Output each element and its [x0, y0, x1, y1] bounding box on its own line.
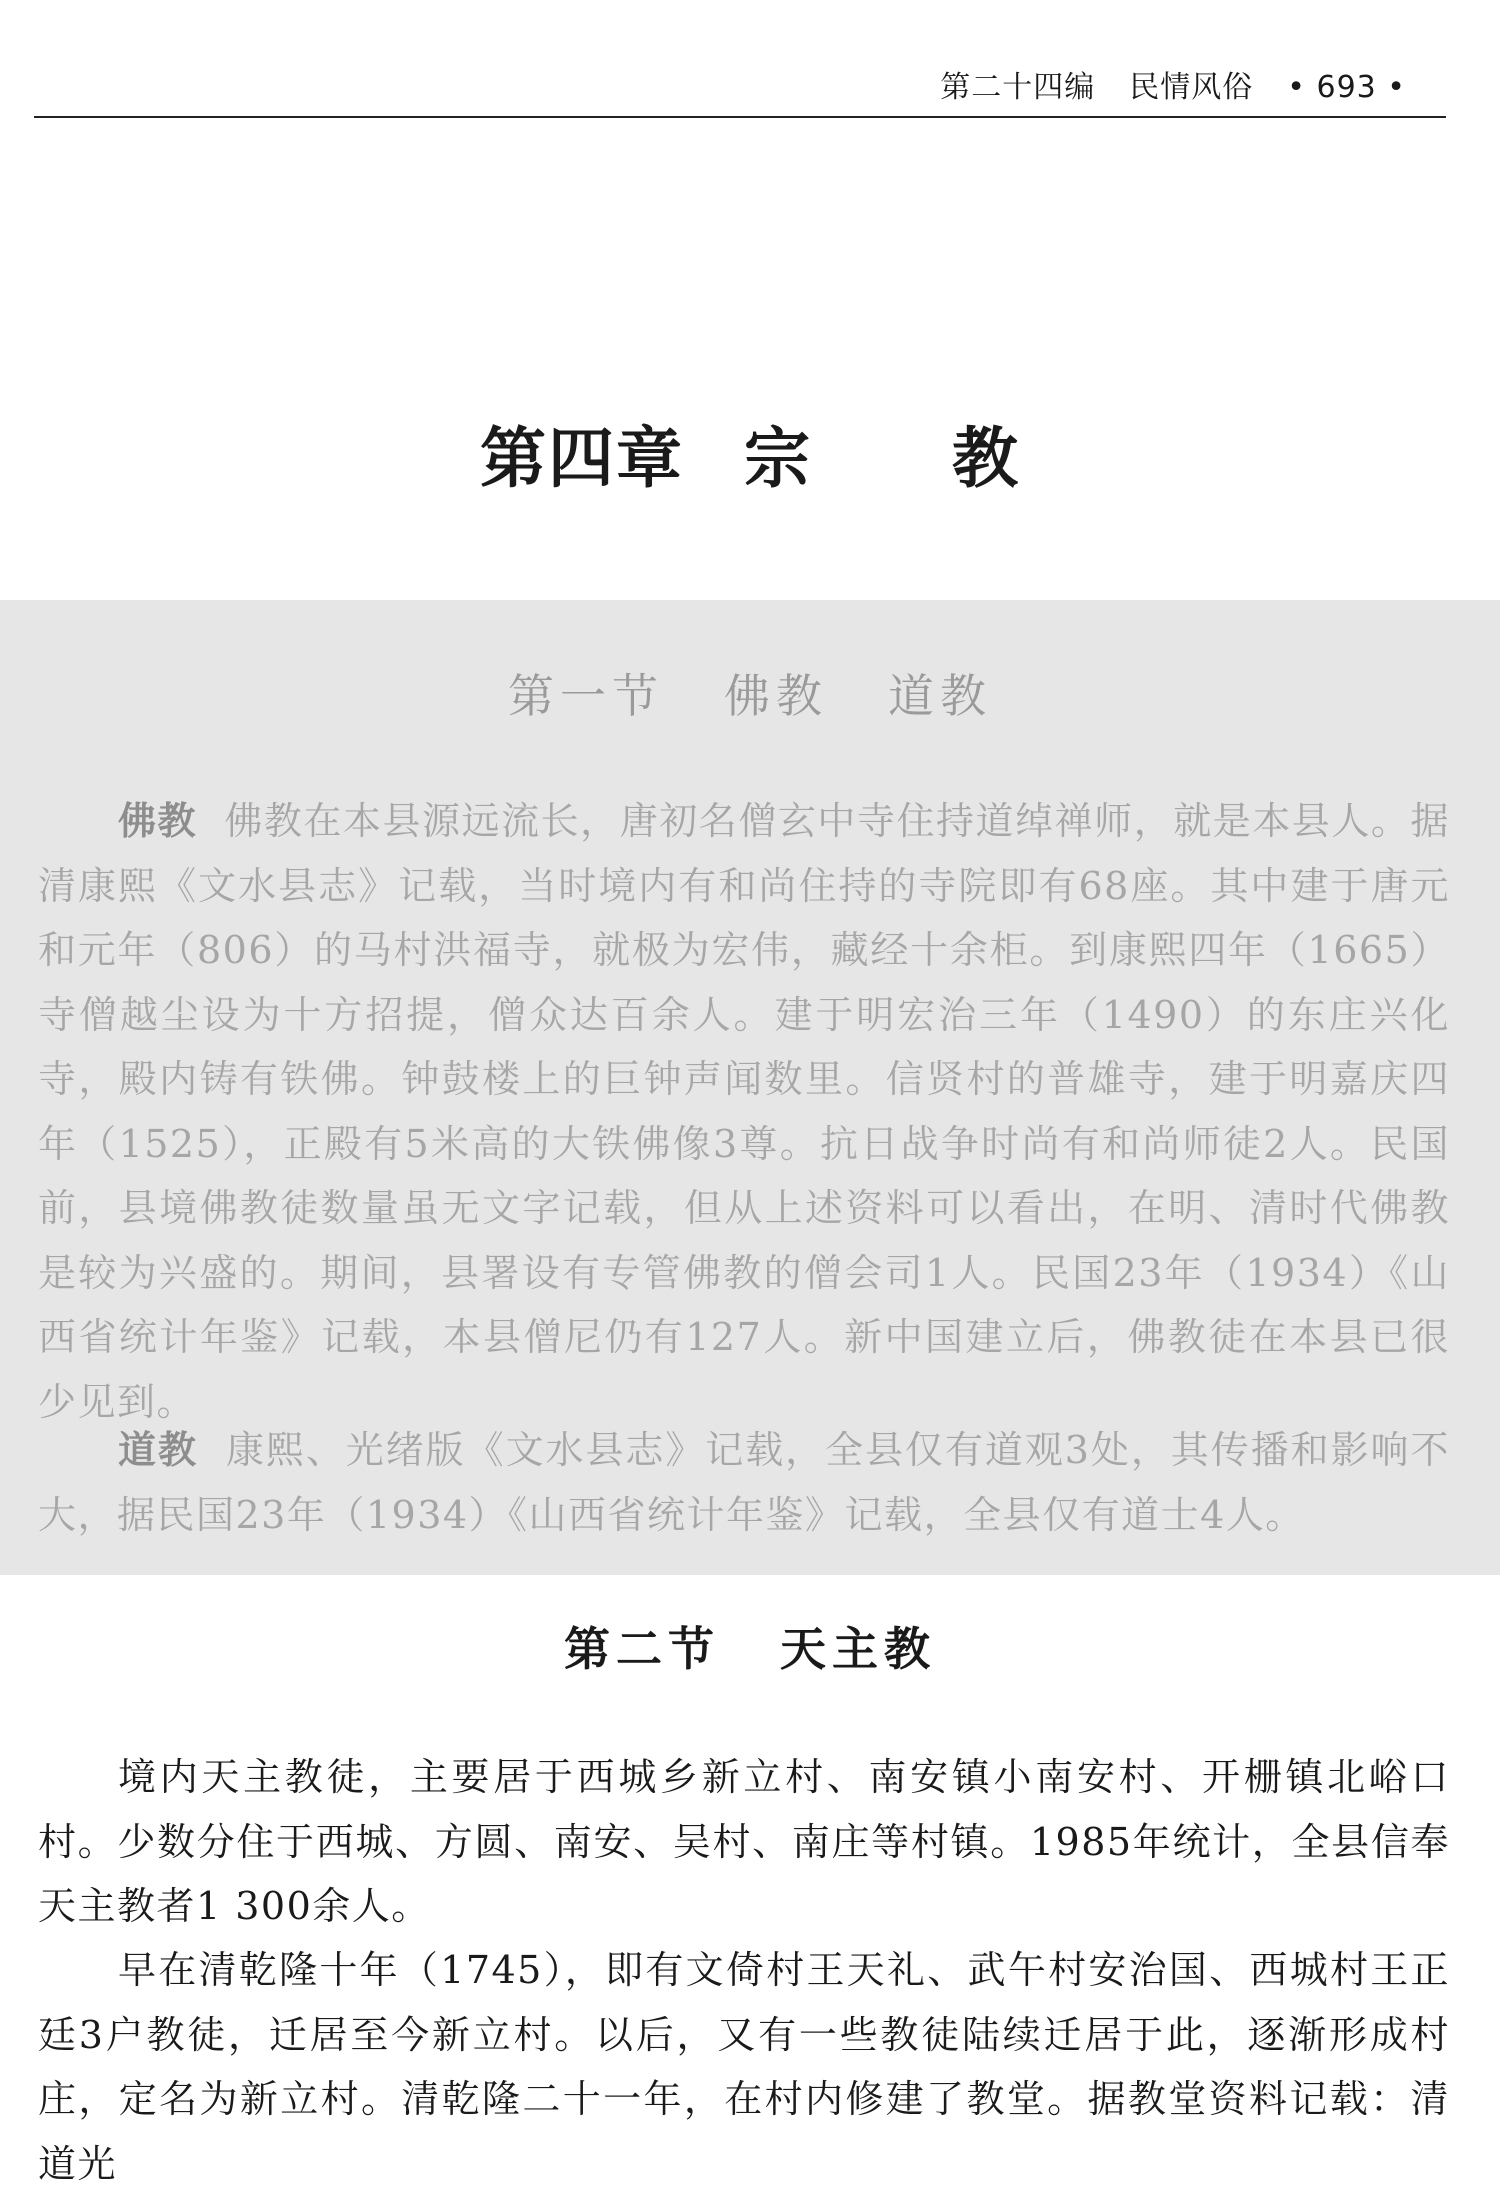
chapter-title	[0, 405, 1500, 495]
running-head-text	[940, 62, 1406, 106]
paragraph-text: 佛教在本县源远流长，唐初名僧玄中寺住持道绰禅师，就是本县人。据清康熙《文水县志》记载，当时境内有和尚住持的寺院即有68座。其中建于唐元和元年（806）的马村洪福寺，就极为宏伟，藏经十余柜。到康熙四年（1665）寺僧越尘设为十方招提，僧众达百余人。建于明宏治三年（1490）的东庄兴化寺，殿内铸有铁佛。钟鼓楼上的巨钟声闻数里。信贤村的普雄寺，建于明嘉庆四年（1525），正殿有5米高的大铁佛像3尊。抗日战争时尚有和尚师徒2人。民国前，县境佛教徒数量虽无文字记载，但从上述资料可以看出，在明、清时代佛教是较为兴盛的。期间，县署设有专管佛教的僧会司1人。民国23年（1934）《山西省统计年鉴》记载，本县僧尼仍有127人。新中国建立后，佛教徒在本县已很少见到。	[38, 799, 1450, 1424]
section-1-part-2: 道教	[888, 669, 992, 723]
section-1-title	[0, 660, 1500, 726]
chapter-word-2: 教	[952, 419, 1020, 497]
page-number: • 693 •	[1287, 70, 1406, 105]
chapter-word-1: 宗	[744, 419, 812, 497]
paragraph-catholic-1: 境内天主教徒，主要居于西城乡新立村、南安镇小南安村、开栅镇北峪口村。少数分住于西城、方圆、南安、吴村、南庄等村镇。1985年统计，全县信奉天主教者1 300余人。	[38, 1755, 1450, 1928]
running-head	[34, 58, 1446, 118]
section-1-number: 第一节	[508, 669, 664, 723]
paragraph-term: 佛教	[118, 798, 198, 843]
paragraph-catholic-2: 早在清乾隆十年（1745），即有文倚村王天礼、武午村安治国、西城村王正廷3户教徒，迁居至今新立村。以后，又有一些教徒陆续迁居于此，逐渐形成村庄，定名为新立村。清乾隆二十一年，在村内修建了教堂。据教堂资料记载：清道光	[38, 1948, 1450, 2186]
chapter-label: 第四章	[480, 419, 684, 497]
paragraph-text: 康熙、光绪版《文水县志》记载，全县仅有道观3处，其传播和影响不大，据民国23年（1934）《山西省统计年鉴》记载，全县仅有道士4人。	[38, 1428, 1450, 1537]
paragraph-term: 道教	[118, 1427, 198, 1472]
paragraph-taoism	[38, 1418, 1450, 1547]
section-1-part-1: 佛教	[724, 669, 828, 723]
section-2-title	[0, 1613, 1500, 1679]
running-head-part: 第二十四编	[940, 70, 1096, 105]
running-head-title: 民情风俗	[1129, 70, 1254, 105]
section-2-number: 第二节	[564, 1622, 720, 1676]
section-2-name: 天主教	[780, 1622, 936, 1676]
paragraph-buddhism	[38, 789, 1450, 1434]
